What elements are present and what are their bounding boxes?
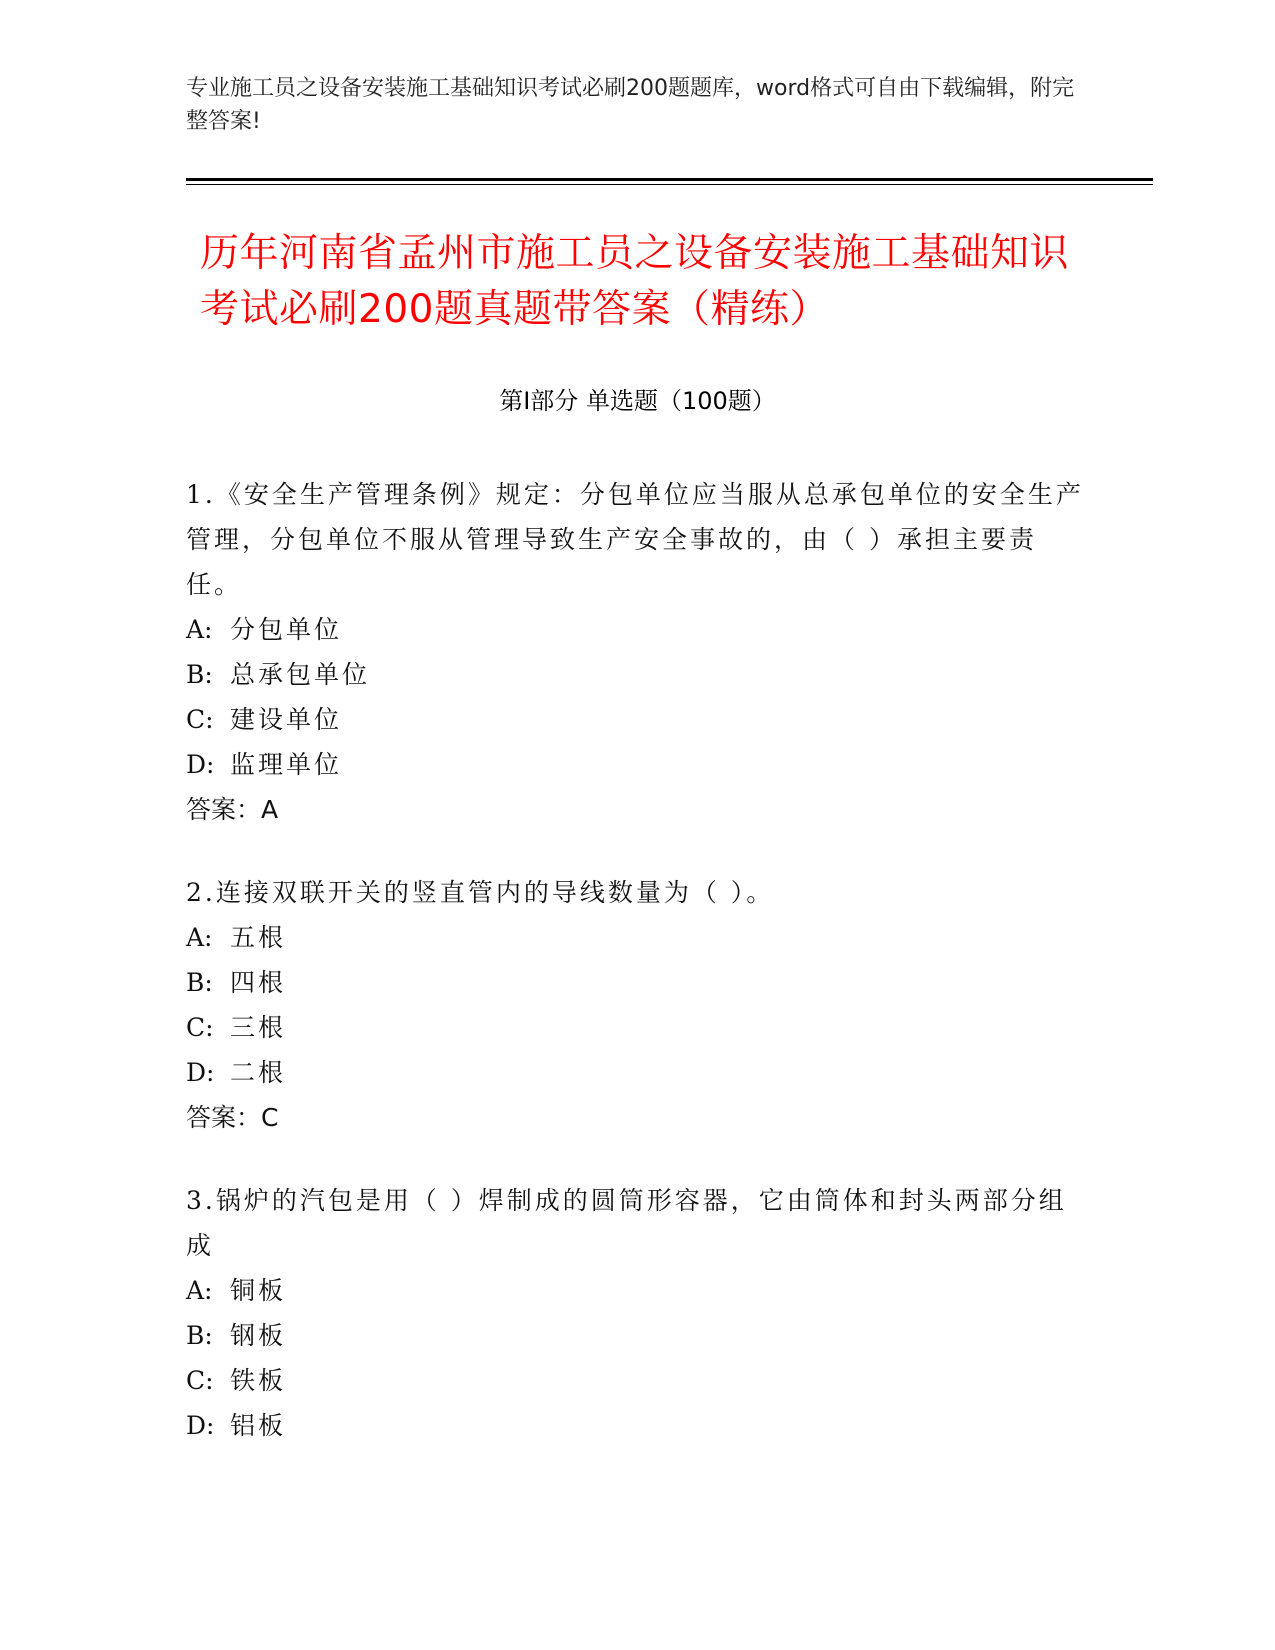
option-text: 四根 xyxy=(230,968,287,997)
answer-line: 答案：C xyxy=(186,1103,279,1132)
option-key: C: xyxy=(186,1366,214,1395)
header-note: 专业施工员之设备安装施工基础知识考试必刷200题题库，word格式可自由下载编辑，附完整答案! xyxy=(186,76,1075,134)
question-stem: 1.《安全生产管理条例》规定：分包单位应当服从总承包单位的安全生产管理，分包单位不服从管理导致生产安全事故的，由（ ）承担主要责任。 xyxy=(186,480,1084,599)
option-text: 建设单位 xyxy=(230,705,343,734)
option-a xyxy=(186,607,1086,652)
option-text: 铜板 xyxy=(230,1276,287,1305)
option-text: 二根 xyxy=(230,1058,287,1087)
option-a xyxy=(186,1268,1086,1313)
question-stem: 3.锅炉的汽包是用（ ）焊制成的圆筒形容器，它由筒体和封头两部分组成 xyxy=(186,1186,1067,1260)
option-key: B: xyxy=(186,660,213,689)
section-heading: 第Ⅰ部分 单选题（100题） xyxy=(499,387,776,415)
question-3 xyxy=(186,1178,1086,1448)
option-key: B: xyxy=(186,968,213,997)
option-key: A: xyxy=(186,615,213,644)
question-2 xyxy=(186,870,1086,1140)
option-key: A: xyxy=(186,923,213,952)
option-b xyxy=(186,652,1086,697)
question-list xyxy=(186,472,1086,1486)
option-b xyxy=(186,960,1086,1005)
option-key: C: xyxy=(186,705,214,734)
option-key: B: xyxy=(186,1321,213,1350)
option-text: 钢板 xyxy=(230,1321,287,1350)
option-d xyxy=(186,742,1086,787)
option-text: 分包单位 xyxy=(230,615,343,644)
option-text: 铝板 xyxy=(230,1411,287,1440)
option-a xyxy=(186,915,1086,960)
option-c xyxy=(186,697,1086,742)
option-d xyxy=(186,1403,1086,1448)
option-b xyxy=(186,1313,1086,1358)
option-text: 三根 xyxy=(230,1013,287,1042)
question-stem: 2.连接双联开关的竖直管内的导线数量为（ ）。 xyxy=(186,878,775,907)
option-key: D: xyxy=(186,1058,215,1087)
option-key: D: xyxy=(186,750,215,779)
option-key: D: xyxy=(186,1411,215,1440)
question-1 xyxy=(186,472,1086,832)
option-text: 总承包单位 xyxy=(230,660,371,689)
option-c xyxy=(186,1358,1086,1403)
option-d xyxy=(186,1050,1086,1095)
header-divider-thin xyxy=(186,184,1153,185)
document-title: 历年河南省孟州市施工员之设备安装施工基础知识考试必刷200题真题带答案（精练） xyxy=(200,231,1070,332)
option-key: C: xyxy=(186,1013,214,1042)
option-text: 铁板 xyxy=(230,1366,287,1395)
option-c xyxy=(186,1005,1086,1050)
option-text: 五根 xyxy=(230,923,287,952)
header-divider-thick xyxy=(186,178,1153,181)
option-text: 监理单位 xyxy=(230,750,343,779)
answer-line: 答案：A xyxy=(186,795,279,824)
option-key: A: xyxy=(186,1276,213,1305)
